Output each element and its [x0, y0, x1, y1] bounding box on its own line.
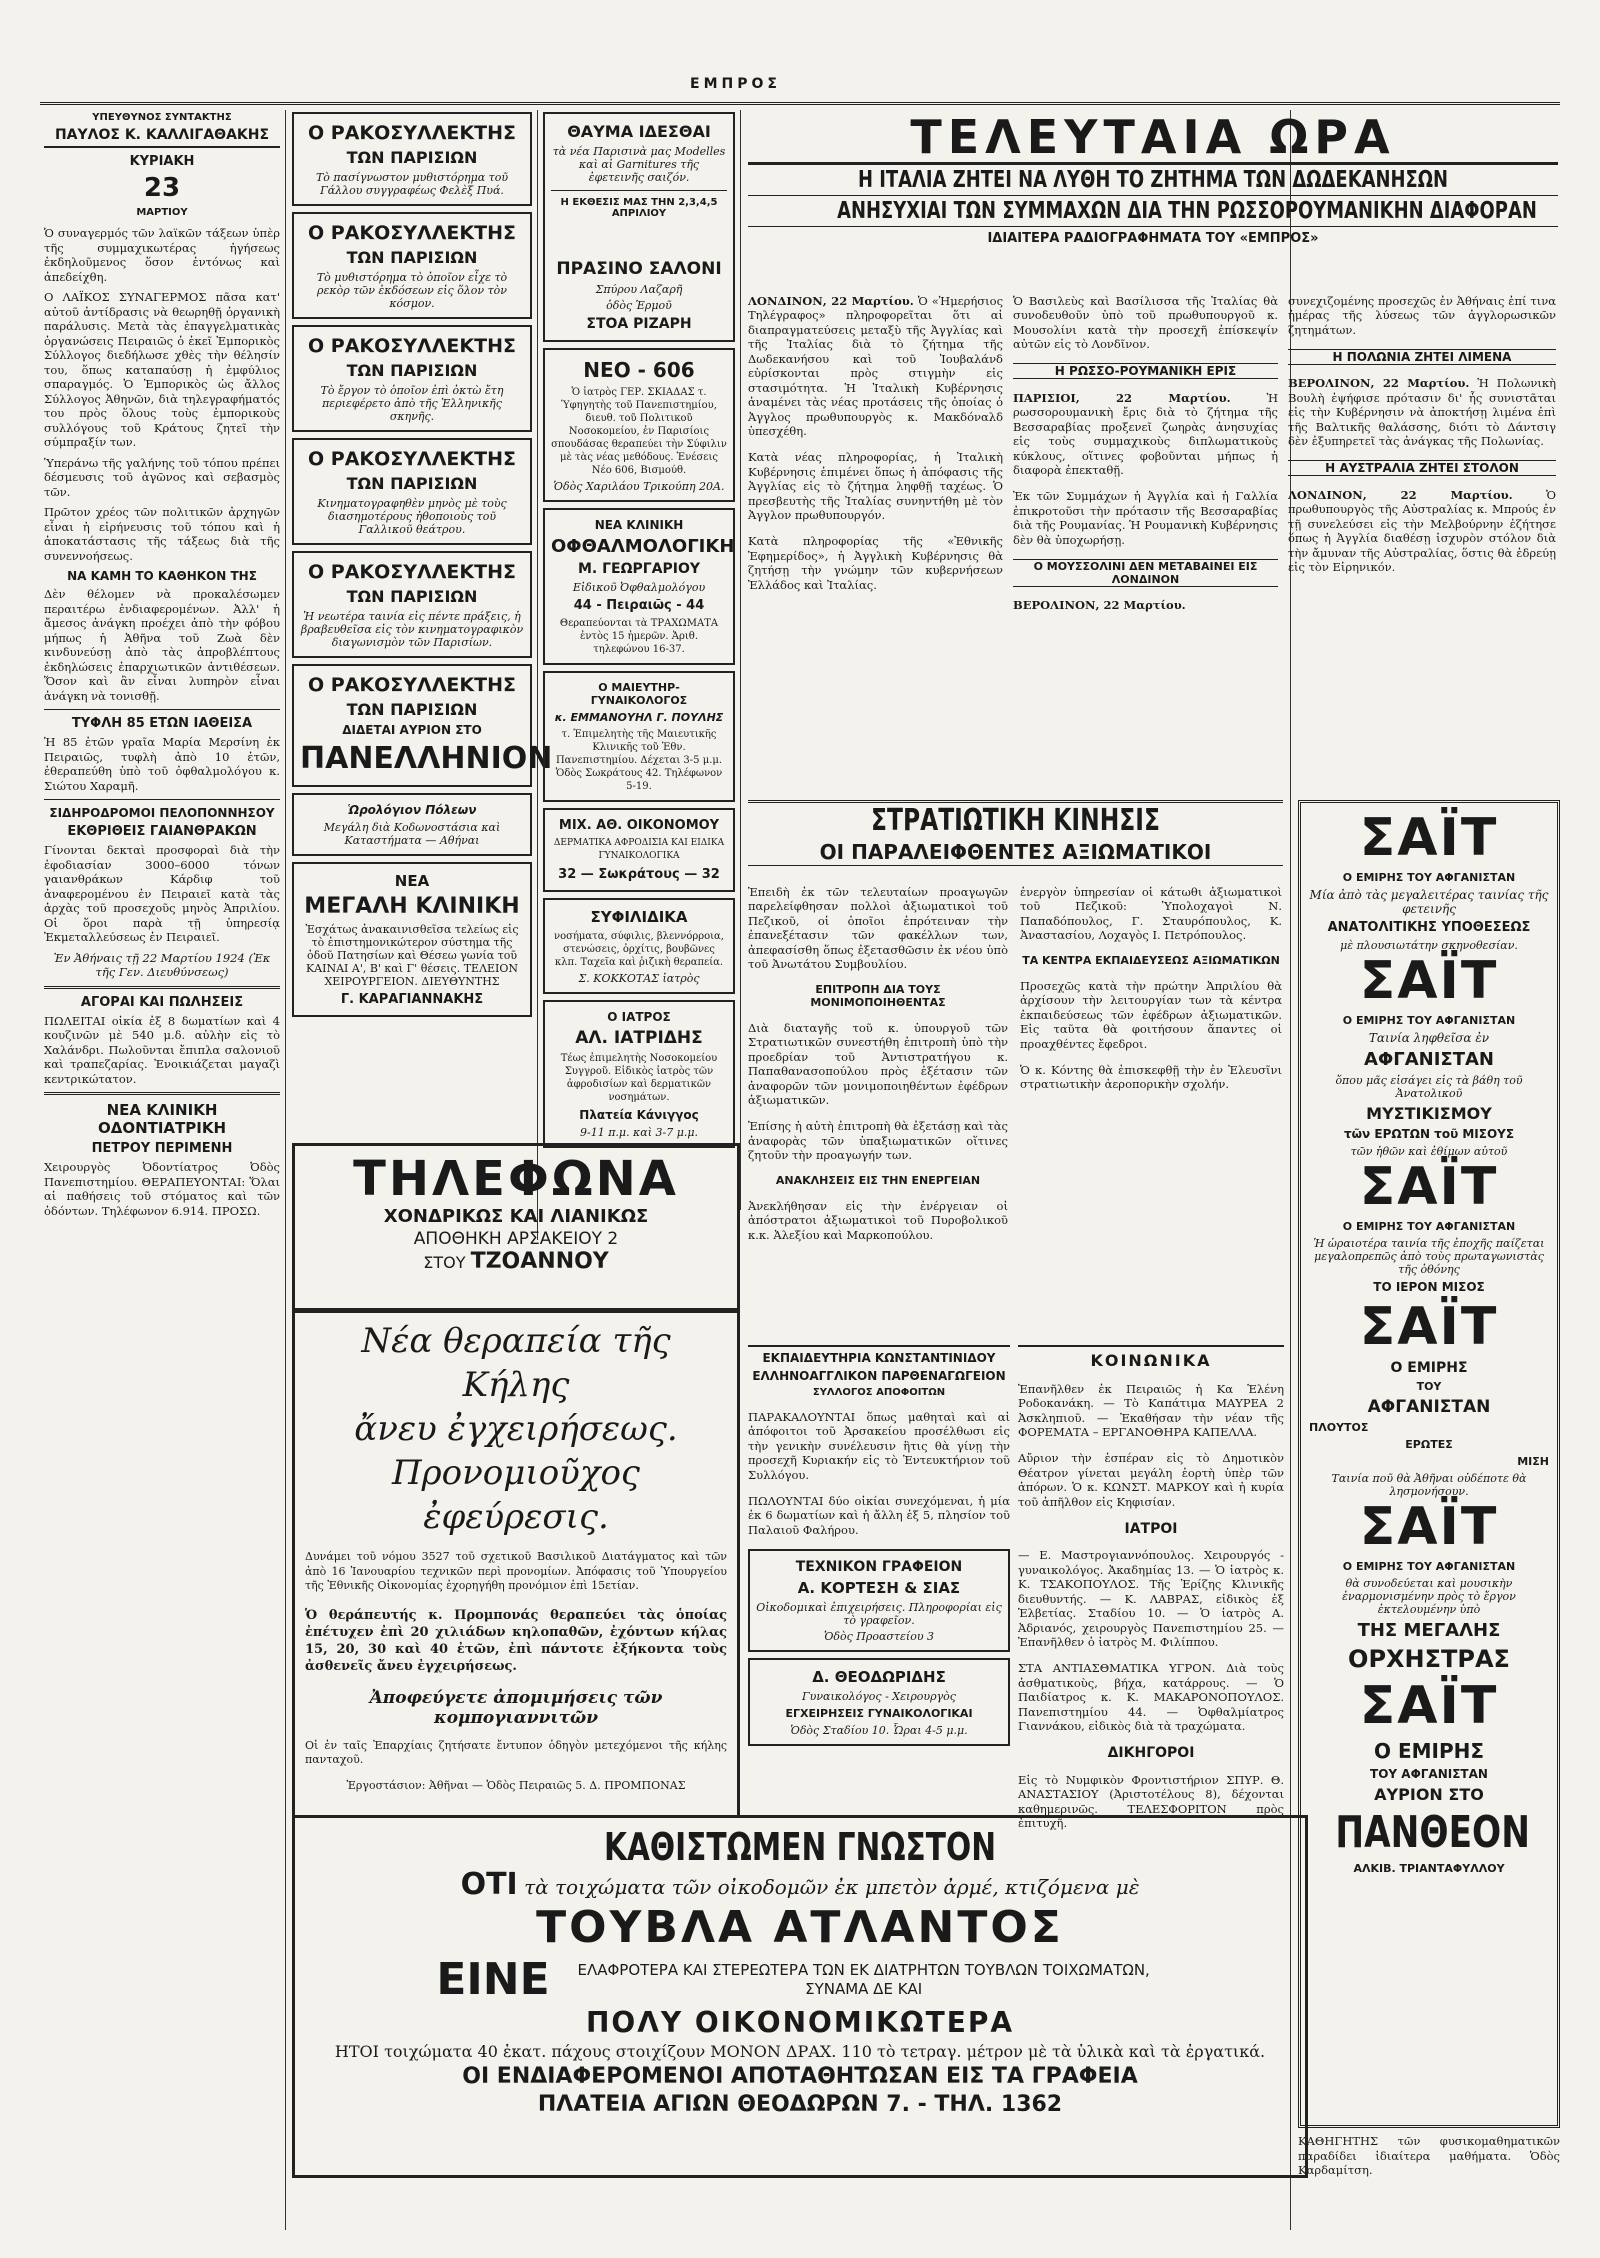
obstetrician-text: τ. Ἐπιμελητὴς τῆς Μαιευτικῆς Κλινικῆς τοῦ Ἐθν. Πανεπιστημίου. Δέχεται 3-5 μ.μ. Ὁδὸς Σωκράτους 42. Τηλέφωνον 5-19. [555, 729, 723, 792]
school-paragraph: ΠΩΛΟΥΝΤΑΙ δύο οἰκίαι συνεχόμεναι, ἡ μία ἐκ 6 δωματίων καὶ ἡ ἄλλη ἐξ 5, πλησίον τοῦ Παλαιοῦ Φαλήρου. [748, 1493, 1010, 1537]
school-subtitle-2: ΣΥΛΛΟΓΟΣ ΑΠΟΦΟΙΤΩΝ [812, 1387, 946, 1398]
big-clinic-subtitle: ΜΕΓΑΛΗ ΚΛΙΝΙΚΗ [304, 894, 520, 919]
column-rule [740, 110, 741, 1210]
bricks-contact: ΟΙ ΕΝΔΙΑΦΕΡΟΜΕΝΟΙ ΑΠΟΤΑΘΗΤΩΣΑΝ ΕΙΣ ΤΑ ΓΡΑΦΕΙΑ [462, 2064, 1138, 2089]
clinic-title: ΝΕΑ ΚΛΙΝΙΚΗ ΟΔΟΝΤΙΑΤΡΙΚΗ [97, 1101, 227, 1137]
sait-line: ΜΙΣΗ [1517, 1455, 1549, 1468]
bricks-brand: ΤΟΥΒΛΑ ΑΤΛΑΝΤΟΣ [536, 1902, 1064, 1953]
lead-col-a [748, 282, 1003, 604]
clinic-text: Χειρουργὸς Ὀδοντίατρος Ὀδὸς Πανεπιστημίου. ΘΕΡΑΠΕΥΟΝΤΑΙ: Ὅλαι αἱ παθήσεις τοῦ στόματος καὶ τῶν ὀδόντων. Τηλέφωνον 6.914. ΠΡΟΣΩ. [44, 1160, 280, 1218]
masthead [40, 76, 1560, 105]
military-paragraph: ἐνεργὸν ὑπηρεσίαν οἱ κάτωθι ἀξιωματικοὶ τοῦ Πεζικοῦ: Ὑπολοχαγοὶ Ν. Παπαδόπουλος, Γ. Σταυρόπουλος, Κ. Ἀναστασίου, Λοχαγὸς Ι. Πετρόπουλος. [1020, 884, 1282, 942]
doctor-iatridis-ad [543, 1000, 735, 1148]
gynecologist-spec: Γυναικολόγος - Χειρουργὸς [802, 1689, 956, 1703]
day-label: ΚΥΡΙΑΚΗ [129, 154, 195, 169]
syphilis-doctor: Σ. ΚΟΚΚΟΤΑΣ ἰατρὸς [578, 972, 700, 985]
lead-section-title: Η ΠΟΛΩΝΙΑ ΖΗΤΕΙ ΛΙΜΕΝΑ [1288, 349, 1556, 365]
sait-line: ΑΝΑΤΟΛΙΤΙΚΗΣ ΥΠΟΘΕΣΕΩΣ [1327, 920, 1531, 935]
lawyers-title: ΔΙΚΗΓΟΡΟΙ [1107, 1745, 1195, 1761]
social-title: ΚΟΙΝΩΝΙΚΑ [1090, 1351, 1212, 1370]
sait-ad-frame [1298, 800, 1560, 2128]
hernia-sign: Ἐργοστάσιον: Ἀθῆναι — Ὁδὸς Πειραιῶς 5. Δ. ΠΡΟΜΠΟΝΑΣ [346, 1778, 686, 1792]
sait-line: Ταινία ληφθεῖσα ἐν [1368, 1031, 1490, 1045]
lead-story [748, 112, 1558, 792]
divider [44, 709, 280, 710]
column-rule [537, 110, 538, 1240]
telephones-sub: ΧΟΝΔΡΙΚΩΣ ΚΑΙ ΛΙΑΝΙΚΩΣ [383, 1206, 649, 1227]
hernia-ad [292, 1310, 740, 1818]
military-subhead: ΤΑ ΚΕΝΤΡΑ ΕΚΠΑΙΔΕΥΣΕΩΣ ΑΞΙΩΜΑΤΙΚΩΝ [1022, 954, 1280, 967]
hernia-text: Ὁ θεράπευτής κ. Προμπονάς θεραπεύει τὰς ὁποίας ἐπέτυχεν ἐπὶ 20 χιλιάδων κηλοπαθῶν, ἐχόντων κήλας 15, 20, 30 καὶ 40 ἐτῶν, ἐπὶ πάντοτε ἐξήκοντα τοὺς ἀσθενεῖς ἄνευ ἐγχειρήσεως. [305, 1607, 727, 1674]
doctor-name: ΑΛ. ΙΑΤΡΙΔΗΣ [575, 1028, 703, 1048]
bricks-title: ΚΑΘΙΣΤΩΜΕΝ ΓΝΩΣΤΟΝ [603, 1825, 997, 1869]
railway-text: Γίνονται δεκταὶ προσφοραὶ διὰ τὴν ἐφοδιασίαν 3000–6000 τόνων γαιανθράκων Κάρδιφ τοῦ ἀναφερομένου ἐν Πειραιεῖ κατὰ τὰς ἀρχὰς τοῦ προσεχοῦς μηνὸς Ἀπριλίου. Οἱ ὅροι παρὰ τῇ ὑπηρεσίᾳ Ἐκμεταλλεύσεως ἐν Πειραιεῖ. [44, 843, 280, 944]
fashion-ad [543, 112, 735, 342]
sait-line: Ο ΕΜΙΡΗΣ ΤΟΥ ΑΦΓΑΝΙΣΤΑΝ [1342, 1560, 1516, 1573]
school-subtitle: ΕΛΛΗΝΟΑΓΓΛΙΚΟΝ ΠΑΡΘΕΝΑΓΩΓΕΙΟΝ [752, 1369, 1006, 1383]
lead-col-b [1013, 282, 1278, 624]
lead-paragraph: Ἐκ τῶν Συμμάχων ἡ Ἀγγλία καὶ ἡ Γαλλία ἐπικροτοῦσι τὴν πρότασιν τῆς Βεσσαραβίας διὰ τῆς Ρουμανίας. Ἡ Ρουμανικὴ Κυβέρνησις δὲν θὰ ὑποχωρήσῃ. [1013, 489, 1278, 547]
neo606-address: Ὁδὸς Χαριλάου Τρικούπη 20Α. [553, 480, 725, 493]
film-ad-5 [292, 551, 532, 658]
bricks-price: ΗΤΟΙ τοιχώματα 40 ἑκατ. πάχους στοιχίζουν ΜΟΝΟΝ ΔΡΑΧ. 110 τὸ τετραγ. μέτρον μὲ τὰ ὑλικὰ καὶ τὰ ἐργατικά. [334, 2042, 1266, 2061]
clock-ad [292, 793, 532, 856]
ophthalmic-text: Θεραπεύονται τὰ ΤΡΑΧΩΜΑΤΑ ἐντὸς 15 ἡμερῶν. Ἀριθ. τηλεφώνου 16-37. [559, 618, 719, 655]
sait-line: ὅπου μᾶς εἰσάγει εἰς τὰ βάθη τοῦ Ἀνατολικοῦ [1335, 1074, 1523, 1100]
ophthalmic-spec: Εἰδικοῦ Ὀφθαλμολόγου [572, 581, 706, 594]
atlas-bricks-ad [292, 1815, 1308, 2178]
tyfli-text: Ἡ 85 ἐτῶν γραῖα Μαρία Μερσίνη ἐκ Πειραιῶς, τυφλὴ ἀπὸ 10 ἐτῶν, ἐθεραπεύθη ὑπὸ τοῦ ὀφθαλμολόγου κ. Σιώτου Χαραμῆ. [44, 735, 280, 793]
big-clinic-director: Γ. ΚΑΡΑΓΙΑΝΝΑΚΗΣ [340, 992, 484, 1007]
film-title: Ο ΡΑΚΟΣΥΛΛΕΚΤΗΣ [308, 448, 516, 470]
syphilis-title: ΣΥΦΙΛΙΔΙΚΑ [590, 908, 688, 926]
sait-line: ΤΟΥ ΑΦΓΑΝΙΣΤΑΝ [1370, 1767, 1488, 1781]
railway-title: ΣΙΔΗΡΟΔΡΟΜΟΙ ΠΕΛΟΠΟΝΝΗΣΟΥ [49, 806, 275, 820]
editorial-paragraph: Ὁ συναγερμός τῶν λαϊκῶν τάξεων ὑπὲρ τῆς συμμαχικωτέρας ἡγήσεως ἐκδηλοῦμενος ὅσον ἐντόνως καὶ ἀπεδείχθη. [44, 226, 280, 284]
ophthalmic-doctor: Μ. ΓΕΩΡΓΑΡΙΟΥ [577, 561, 701, 577]
social-paragraph: Αὔριον τὴν ἑσπέραν εἰς τὸ Δημοτικὸν Θέατρον γίνεται μεγάλη ἐορτὴ ὑπὲρ τῶν ἀπόρων. Ὁ κ. ΚΩΝΣΤ. ΜΑΡΚΟΥ καὶ ἡ κυρία τοῦ ἀπῆλθον εἰς Κηφισίαν. [1018, 1451, 1284, 1509]
lead-headline-2: ΑΝΗΣΥΧΙΑΙ ΤΩΝ ΣΥΜΜΑΧΩΝ ΔΙΑ ΤΗΝ ΡΩΣΣΟΡΟΥΜΑΝΙΚΗΝ ΔΙΑΦΟΡΑΝ [748, 196, 1558, 227]
clock-text: Μεγάλη διὰ Κοδωνοστάσια καὶ Καταστήματα — Αθήναι [323, 821, 501, 847]
neo606-title: ΝΕΟ - 606 [583, 358, 695, 382]
film-title: Ο ΡΑΚΟΣΥΛΛΕΚΤΗΣ [308, 674, 516, 696]
editorial-paragraph: Ο ΛΑΪΚΟΣ ΣΥΝΑΓΕΡΜΟΣ πᾶσα κατ' αὐτοῦ ἀντίδρασις νὰ θεωρηθῇ ὀργανικὴ παράλυσις. Μετὰ τὰς ἐπαγγελματικὰς ὀργανώσεις Πειραιῶς ὁ ἐκεῖ Ἐμπορικὸς Σύλλογος διεδήλωσε χθὲς τὴν θέλησίν του, ὅπως καταπαύσῃ ἡ ἐμφύλιος σπαραγμός. Ὁ Ἐμπορικὸς ὡς ἄλλος Σύλλογος Ἀθηνῶν, διὰ τηλεγραφήματός του πρὸς ὅλους τοὺς ἐμπορικοὺς συλλόγους τοῦ Κράτους ζητεῖ τὴν σύμπραξίν των. [44, 290, 280, 449]
lead-dateline: ΒΕΡΟΛΙΝΟΝ, 22 Μαρτίου. [1013, 598, 1186, 612]
sait-line: τῶν ἠθῶν καὶ ἐθίμων αὐτοῦ [1350, 1145, 1508, 1158]
obstetrician-ad [543, 671, 735, 802]
editorial-paragraph: Πρῶτον χρέος τῶν πολιτικῶν ἀρχηγῶν εἶναι ἡ εἰρήνευσις τοῦ τόπου καὶ ἡ ἀποκατάστασις τῆς τάξεως διὰ τῆς συνεννοήσεως. [44, 505, 280, 563]
big-clinic-ad [292, 862, 532, 1017]
dermatology-name: ΜΙΧ. ΑΘ. ΟΙΚΟΝΟΜΟΥ [558, 818, 720, 833]
neo606-text: Ὁ ἰατρὸς ΓΕΡ. ΣΚΙΑΔΑΣ τ. Ὑφηγητὴς τοῦ Πανεπιστημίου, διευθ. τοῦ Πολιτικοῦ Νοσοκομείου, ἐν Παρισίοις σπουδάσας θεραπεύει τὴν Σύφιλιν μὲ τὰς νέας μεθόδους. Ἐνέσεις Νέο 606, Βισμούθ. [551, 387, 727, 476]
month-label: ΜΑΡΤΙΟΥ [136, 207, 188, 218]
hernia-line: Νέα θεραπεία τῆς Κήλης [361, 1321, 671, 1405]
divider [44, 986, 280, 989]
sait-line: ΠΛΟΥΤΟΣ [1309, 1421, 1369, 1434]
tutor-ad: ΚΑΘΗΓΗΤΗΣ τῶν φυσικομαθηματικῶν παραδίδει ἰδιαίτερα μαθήματα. Ὁδὸς Καρδαμίτση. [1298, 2134, 1560, 2177]
divider [44, 1092, 280, 1095]
doctor-hours: 9-11 π.μ. καὶ 3-7 μ.μ. [579, 1126, 699, 1139]
social-paragraph: Ἐπανῆλθεν ἐκ Πειραιῶς ἡ Κα Ἑλένη Ροδοκανάκη. — Τὸ Καπάτιμα ΜΑΥΡΕΑ 2 Ἀσκληπιοῦ. — Ἐκαθήσαν τὴν νέαν τῆς ΦΟΡΕΜΑΤΑ – ΕΡΓΑΝΟΘΗΡΑ ΚΑΠΕΛΛΑ. [1018, 1381, 1284, 1439]
sait-line: Ταινία ποῦ θὰ Ἀθῆναι οὐδέποτε θὰ λησμονήσουν. [1331, 1472, 1527, 1498]
tech-office-title: ΤΕΧΝΙΚΟΝ ΓΡΑΦΕΙΟΝ [795, 1558, 963, 1575]
railway-sign: Ἐν Ἀθήναις τῇ 22 Μαρτίου 1924 (Ἐκ τῆς Γεν. Διευθύνσεως) [53, 950, 271, 979]
social-paragraph: Εἰς τὸ Νυμφικὸν Φροντιστήριον ΣΠΥΡ. Θ. ΑΝΑΣΤΑΣΙΟΥ (Ἀριστοτέλους 8), δέχονται καθημερινῶς. ΤΕΛΕΣΦΟΡΙΤΟΝ πρὸς ἐπιτυχῆ. [1018, 1772, 1284, 1830]
lead-paragraph: ΛΟΝΔΙΝΟΝ, 22 Μαρτίου. Ὁ «Ἡμερήσιος Τηλέγραφος» πληροφορεῖται ὅτι αἱ διαπραγματεύσεις μεταξὺ τῆς Ἀγγλίας καὶ τῆς Ἰταλίας διὰ τὸ ζήτημα τῆς Δωδεκανήσου καὶ τοῦ Ἰουβαλάνδ εὑρίσκονται πρὸς στιγμὴν εἰς στασιμότητα. Ἡ Ἰταλικὴ Κυβέρνησις ἀναμένει τὰς νέας προτάσεις τῆς ὁποίας ὁ Ἀγγλος πρωθυπουργὸς κ. Μακδόναλδ ὑπεσχέθη. [748, 293, 1004, 438]
bricks-line: ΟΤΙ τὰ τοιχώματα τῶν οἰκοδομῶν ἐκ μπετὸν ἀρμέ, κτιζόμενα μὲ [460, 1867, 1140, 1902]
military-subtitle: ΟΙ ΠΑΡΑΛΕΙΦΘΕΝΤΕΣ ΑΞΙΩΜΑΤΙΚΟΙ [748, 839, 1283, 866]
film-ad-2 [292, 212, 532, 319]
school-paragraph: ΠΑΡΑΚΑΛΟΥΝΤΑΙ ὅπως μαθηταὶ καὶ αἱ ἀπόφοιτοι τοῦ Ἀρσακείου προσέλθωσι εἰς τὴν γενικὴν συνέλευσιν ἣτις θὰ γίνῃ τὴν προσεχῆ Κυριακήν εἰς τὸ Ἐντευκτήριον τοῦ Συλλόγου. [748, 1409, 1010, 1482]
tech-office-address: Ὁδὸς Προαστείου 3 [823, 1629, 935, 1643]
telephones-sub: ΣΤΟΥ ΤΖΟΑΝΝΟΥ [423, 1249, 609, 1274]
bricks-address: ΠΛΑΤΕΙΑ ΑΓΙΩΝ ΘΕΟΔΩΡΩΝ 7. - ΤΗΛ. 1362 [537, 2092, 1063, 2117]
cinema-name: ΠΑΝΕΛΛΗΝΙΟΝ [300, 741, 553, 776]
doctors-title: ΙΑΤΡΟΙ [1124, 1520, 1178, 1537]
sait-line: ΑΥΡΙΟΝ ΣΤΟ [1374, 1785, 1484, 1804]
military-paragraph: Ἐπειδὴ ἐκ τῶν τελευταίων προαγωγῶν παρελείφθησαν πολλοὶ ἀξιωματικοὶ τοῦ Πεζικοῦ, οἱ ὁποῖοι ἐπρότειναν τὴν ἐπανεξέτασιν τῶν φακέλλων των, ἀπεφασίσθη ὅπως ἐξετασθῶσιν ἐκ νέου ὑπὸ τοῦ Ἀνωτάτου Συμβουλίου. [748, 884, 1008, 971]
ophthalmic-title: ΝΕΑ ΚΛΙΝΙΚΗ [594, 518, 684, 532]
lead-headline-1: Η ΙΤΑΛΙΑ ΖΗΤΕΙ ΝΑ ΛΥΘΗ ΤΟ ΖΗΤΗΜΑ ΤΩΝ ΔΩΔΕΚΑΝΗΣΩΝ [748, 165, 1558, 196]
sait-word: ΣΑΪΤ [1359, 1157, 1499, 1217]
tyfli-title: ΤΥΦΛΗ 85 ΕΤΩΝ ΙΑΘΕΙΣΑ [71, 716, 253, 731]
column-1 [44, 108, 280, 2218]
editorial-subhead: ΝΑ ΚΑΜΗ ΤΟ ΚΑΘΗΚΟΝ ΤΗΣ [67, 569, 257, 583]
classifieds-text: ΠΩΛΕΙΤΑΙ οἰκία ἐξ 8 δωματίων καὶ 4 κουζινῶν μὲ 540 μ.δ. αὐλὴν εἰς τὸ Χαλάνδρι. Πωλοῦνται ἔπιπλα σαλονιοῦ καὶ τραπεζαρίας. Ἐνοικιάζεται μαγαζὶ κεντρικώτατον. [44, 1013, 280, 1086]
lead-subhead: ΙΔΙΑΙΤΕΡΑ ΡΑΔΙΟΓΡΑΦΗΜΑΤΑ ΤΟΥ «ΕΜΠΡΟΣ» [987, 231, 1319, 246]
dermatology-address: 32 — Σωκράτους — 32 [558, 867, 720, 882]
newspaper-name: ΕΜΠΡΟΣ [680, 76, 791, 92]
sait-word: ΣΑΪΤ [1359, 808, 1499, 868]
film-title: Ο ΡΑΚΟΣΥΛΛΕΚΤΗΣ [308, 335, 516, 357]
sait-line: Μία ἀπὸ τὰς μεγαλειτέρας ταινίας τῆς φετεινῆς [1309, 888, 1549, 916]
sait-line: ΟΡΧΗΣΤΡΑΣ [1348, 1645, 1510, 1673]
ophthalmic-subtitle: ΟΦΘΑΛΜΟΛΟΓΙΚΗ [551, 536, 735, 557]
syphilis-text: νοσήματα, σύφιλις, βλεννόρροια, στενώσεις, ὀρχίτις, βουβῶνες κλπ. Ταχεῖα καὶ ῥιζικὴ θεραπεία. [554, 931, 724, 968]
sait-line: Ο ΕΜΙΡΗΣ [1373, 1739, 1485, 1763]
obstetrician-title: Ο ΜΑΙΕΥΤΗΡ-ΓΥΝΑΙΚΟΛΟΓΟΣ [590, 681, 688, 707]
film-blurb: Κινηματογραφηθὲν μηνὸς μὲ τοὺς διασημοτέρους ἠθοποιοὺς τοῦ Γαλλικοῦ θεάτρου. [317, 497, 507, 536]
military-col-b [1020, 873, 1282, 1103]
sait-line: θὰ συνοδεύεται καὶ μουσικὴν ἐναρμονισμένην πρὸς τὸ ἔργον ἐκτελουμένην ὑπὸ [1342, 1577, 1516, 1616]
film-subtitle: ΤΩΝ ΠΑΡΙΣΙΩΝ [346, 361, 478, 380]
lead-section-title: Η ΡΩΣΣΟ-ΡΟΥΜΑΝΙΚΗ ΕΡΙΣ [1013, 363, 1278, 379]
film-subtitle: ΤΩΝ ΠΑΡΙΣΙΩΝ [346, 700, 478, 719]
doctor-text: Τέως ἐπιμελητὴς Νοσοκομείου Συγγροῦ. Εἰδικὸς ἰατρὸς τῶν ἀφροδισίων καὶ δερματικῶν νοσημάτων. [560, 1053, 718, 1103]
military-paragraph: Προσεχῶς κατὰ τὴν πρώτην Ἀπριλίου θὰ ἀρχίσουν τὴν λειτουργίαν των τὰ κέντρα ἐκπαιδεύσεως τῶν ἐφέδρων ἀξιωματικῶν. Εἰς ταῦτα θὰ φοιτήσουν ἅπαντες οἱ προαχθέντες ἔφεδροι. [1020, 978, 1282, 1051]
military-col-a [748, 873, 1008, 1254]
gynecologist-text: Ὁδὸς Σταδίου 10. Ὧραι 4-5 μ.μ. [790, 1723, 968, 1737]
sait-line: τῶν ΕΡΩΤΩΝ τοῦ ΜΙΣΟΥΣ [1343, 1127, 1515, 1141]
sait-word: ΣΑΪΤ [1359, 1676, 1499, 1736]
lead-paragraph: ΒΕΡΟΛΙΝΟΝ, 22 Μαρτίου. Ἡ Πολωνικὴ Βουλὴ ἐψήφισε πρότασιν δι' ἧς συνιστᾶται εἰς τὴν Κυβέρνησιν νὰ ἀποκτήσῃ λιμένα ἐπὶ τῆς Βαλτικῆς θαλάσσης, διότι τὸ Δάντσιγ δὲν ἐξυπηρετεῖ τὰς ἀνάγκας τῆς Πολωνίας. [1288, 376, 1556, 448]
sait-line: Ο ΕΜΙΡΗΣ ΤΟΥ ΑΦΓΑΝΙΣΤΑΝ [1342, 871, 1516, 884]
sait-word: ΣΑΪΤ [1359, 951, 1499, 1011]
telephones-title: ΤΗΛΕΦΩΝΑ [353, 1151, 679, 1207]
column-2 [292, 112, 553, 1312]
obstetrician-name: κ. ΕΜΜΑΝΟΥΗΛ Γ. ΠΟΥΛΗΣ [554, 711, 724, 724]
lead-paragraph: συνεχιζομένης προσεχῶς ἐν Ἀθήναις ἐπί τινα ἡμέρας τῆς λύσεως τῶν ἀγγλορωσικῶν ζητημάτων. [1288, 293, 1556, 337]
hernia-text: Οἱ ἐν ταῖς Ἐπαρχίαις ζητήσατε ἔντυπον ὁδηγὸν μετεχόμενοι τῆς κήλης πανταχοῦ. [305, 1738, 727, 1766]
military-section [748, 800, 1283, 1343]
divider [44, 799, 280, 800]
lead-paragraph: ΠΑΡΙΣΙΟΙ, 22 Μαρτίου. Ἡ ρωσσορουμανικὴ ἔρις διὰ τὸ ζήτημα τῆς Βεσσαραβίας προξενεῖ ζωηρὰς ἀνησυχίας εἰς τοὺς συμμαχικοὺς διπλωματικοὺς κύκλους, οἵτινες φοβοῦνται μήπως ἡ διαφορὰ ἐπεκταθῇ. [1013, 390, 1279, 477]
salon-name: ΠΡΑΣΙΝΟ ΣΑΛΟΝΙ [556, 259, 722, 279]
fashion-title: ΘΑΥΜΑ ΙΔΕΣΘΑΙ [567, 122, 711, 141]
gynecologist-ad [748, 1658, 1010, 1746]
film-blurb: Ἡ νεωτέρα ταινία εἰς πέντε πράξεις, ἡ βραβευθεῖσα εἰς τὸν κινηματογραφικὸν διαγωνισμὸν τῶν Παρισίων. [300, 610, 524, 649]
military-title: ΣΤΡΑΤΙΩΤΙΚΗ ΚΙΝΗΣΙΣ [871, 803, 1160, 838]
military-subhead: ΕΠΙΤΡΟΠΗ ΔΙΑ ΤΟΥΣ ΜΟΝΙΜΟΠΟΙΗΘΕΝΤΑΣ [810, 983, 946, 1009]
film-title: Ο ΡΑΚΟΣΥΛΛΕΚΤΗΣ [308, 122, 516, 144]
fashion-exhibition: Η ΕΚΘΕΣΙΣ ΜΑΣ ΤΗΝ 2,3,4,5 ΑΠΡΙΛΙΟΥ [560, 197, 718, 219]
film-ad-1 [292, 112, 532, 206]
ophthalmic-clinic-ad [543, 508, 735, 665]
railway-subtitle: ΕΚΘΡΙΘΕΙΣ ΓΑΙΑΝΘΡΑΚΩΝ [67, 824, 257, 839]
social-paragraph: ΣΤΑ ΑΝΤΙΑΣΘΜΑΤΙΚΑ ΥΓΡΟΝ. Διὰ τοὺς ἀσθματικοὺς, βήχα, κατάρρους. — Ὁ Παιδίατρος κ. Κ. ΜΑΚΑΡΟΝΟΠΟΥΛΟΣ. Πανεπιστημίου 44. — Ὀφθαλμίατρος Γιαννάκου, εἰδικὸς διὰ τὰ τραχώματα. [1018, 1661, 1284, 1733]
sait-line: ΑΦΓΑΝΙΣΤΑΝ [1367, 1397, 1491, 1417]
editorial-paragraph: Δὲν θέλομεν νὰ προκαλέσωμεν περαιτέρω ἐνδιαφερομένων. Ἀλλ' ἡ ἄμεσος ἀνάγκη προέχει ἀπὸ τὴν φόβου μήπως ἡ Ἀθῆνα τοῦ Ζωὰ δὲν κινδυνεύσῃ ἀπὸ τὰς ἀπροβλέπτους ἐκδηλώσεις ἐπαρχιωτικῶν ἀντιθέσεων. Ὅσον καὶ ἂν εἶναι λυπηρὸν εἶναι ἀνάγκη νὰ τονισθῇ. [44, 587, 280, 703]
film-title: Ο ΡΑΚΟΣΥΛΛΕΚΤΗΣ [308, 222, 516, 244]
ophthalmic-address: 44 - Πειραιῶς - 44 [573, 598, 705, 613]
sait-line: ΑΦΓΑΝΙΣΤΑΝ [1364, 1049, 1494, 1070]
dermatology-spec: ΔΕΡΜΑΤΙΚΑ ΑΦΡΟΔΙΣΙΑ ΚΑΙ ΕΙΔΙΚΑ ΓΥΝΑΙΚΟΛΟΓΙΚΑ [553, 838, 725, 861]
doctor-label: Ο ΙΑΤΡΟΣ [607, 1010, 671, 1024]
sait-line: ΤΟΥ [1416, 1380, 1442, 1393]
classifieds-title: ΑΓΟΡΑΙ ΚΑΙ ΠΩΛΗΣΕΙΣ [80, 994, 244, 1010]
military-paragraph: Ὁ κ. Κόντης θὰ ἐπισκεφθῇ τὴν ἐν Ἐλευσῖνι στρατιωτικὴν ἀεροπορικὴν σχολήν. [1020, 1062, 1282, 1091]
film-title: Ο ΡΑΚΟΣΥΛΛΕΚΤΗΣ [308, 561, 516, 583]
director-name: ΠΑΥΛΟΣ Κ. ΚΑΛΛΙΓΑΘΑΚΗΣ [44, 127, 280, 148]
social-paragraph: — Ε. Μαστρογιαννόπουλος. Χειρουργός - γυναικολόγος. Ἀκαδημίας 13. — Ὁ ἰατρὸς κ. Κ. ΤΣΑΚΟΠΟΥΛΟΣ. Τῆς Ἐρίζης Κλινικῆς διευθυντής. — Κ. ΛΑΒΡΑΣ, εἰδικὸς ἐξ Ἑλβετίας. Σταδίου 10. — Ὁ ἰατρὸς Α. Ἀδριανός, χειρουργὸς Πανεπιστημίου 25. — Ἐπανῆλθεν ὁ ἰατρὸς Μ. Φιλίππου. [1018, 1548, 1284, 1649]
telephones-sub: ΑΠΟΘΗΚΗ ΑΡΣΑΚΕΙΟΥ 2 [413, 1229, 619, 1249]
big-clinic-text: Ἐσχάτως ἀνακαινισθεῖσα τελείως εἰς τὸ ἐπιστημονικώτερον σύστημα τῆς ὁδοῦ Πατησίων καὶ Θέσεω γωνία τοῦ ΚΑΙΝΑΙ Α', Β' καὶ Γ' θέσεις. ΤΕΛΕΙΟΝ ΧΕΙΡΟΥΡΓΕΙΟΝ. ΔΙΕΥΘΥΝΤΗΣ [305, 923, 519, 988]
salon-place: ΣΤΟΑ ΡΙΖΑΡΗ [586, 316, 692, 332]
military-paragraph: Ἀνεκλήθησαν εἰς τὴν ἐνέργειαν οἱ ἀπόστρατοι ἀξιωματικοὶ τοῦ Πυροβολικοῦ κ.κ. Ἀλεξίου καὶ Μαρκοπούλου. [748, 1198, 1008, 1242]
film-subtitle: ΤΩΝ ΠΑΡΙΣΙΩΝ [346, 148, 478, 167]
film-showing: ΔΙΔΕΤΑΙ ΑΥΡΙΟΝ ΣΤΟ [342, 723, 482, 737]
sait-line: ΜΥΣΤΙΚΙΣΜΟΥ [1366, 1104, 1492, 1123]
lead-paragraph: ΛΟΝΔΙΝΟΝ, 22 Μαρτίου. Ὁ πρωθυπουργὸς τῆς Αὐστραλίας κ. Μπρούς ἐν τῇ συνελεύσει εἰς τὴν Μελβούρνην ἐζήτησε ὅπως ἡ Ἀγγλία διαθέσῃ ἰσχυρὸν στόλον διὰ τὴν ἄμυναν τῆς Αὐστραλίας, ὅστις θὰ ἐδρεύῃ εἰς τὸν Εἰρηνικόν. [1288, 487, 1557, 574]
sait-line: ΤΗΣ ΜΕΓΑΛΗΣ [1357, 1620, 1501, 1641]
big-clinic-title: ΝΕΑ [394, 872, 430, 890]
sait-line: Ἡ ὡραιοτέρα ταινία τῆς ἐποχῆς παίζεται μεγαλοπρεπῶς ἀπὸ τοὺς πρωταγωνιστὰς τῆς ὁθόνης [1313, 1237, 1545, 1276]
column-3 [543, 112, 735, 1139]
film-subtitle: ΤΩΝ ΠΑΡΙΣΙΩΝ [346, 587, 478, 606]
film-ad-6 [292, 664, 553, 787]
sait-line: Ο ΕΜΙΡΗΣ [1390, 1360, 1468, 1376]
lead-section-title: Η ΑΥΣΤΡΑΛΙΑ ΖΗΤΕΙ ΣΤΟΛΟΝ [1288, 460, 1556, 476]
doctor-address: Πλατεία Κάνιγγος [579, 1108, 699, 1122]
column-rule [285, 110, 286, 2230]
tech-office-name: Α. ΚΟΡΤΕΣΗ & ΣΙΑΣ [797, 1578, 961, 1597]
bricks-line: ΕΙΝΕ ΕΛΑΦΡΟΤΕΡΑ ΚΑΙ ΣΤΕΡΕΩΤΕΡΑ ΤΩΝ ΕΚ ΔΙΑΤΡΗΤΩΝ ΤΟΥΒΛΩΝ ΤΟΙΧΩΜΑΤΩΝ, ΣΥΝΑΜΑ ΔΕ ΚΑΙ [436, 1954, 1150, 2005]
bricks-line: ΠΟΛΥ ΟΙΚΟΝΟΜΙΚΩΤΕΡΑ [585, 2006, 1015, 2039]
clock-title: Ὡρολόγιον Πόλεων [347, 803, 477, 817]
telephones-ad [292, 1143, 740, 1311]
school-title: ΕΚΠΑΙΔΕΥΤΗΡΙΑ ΚΩΝΣΤΑΝΤΙΝΙΔΟΥ [762, 1351, 996, 1365]
sait-line: ΑΛΚΙΒ. ΤΡΙΑΝΤΑΦΥΛΛΟΥ [1353, 1862, 1505, 1875]
school-section [748, 1345, 1010, 1737]
film-ad-3 [292, 325, 532, 432]
date-number: 23 [143, 173, 181, 203]
film-blurb: Τὸ πασίγνωστον μυθιστόρημα τοῦ Γάλλου συγγραφέως Φελὲξ Πυά. [315, 171, 509, 197]
sait-word: ΣΑΪΤ [1359, 1297, 1499, 1357]
film-subtitle: ΤΩΝ ΠΑΡΙΣΙΩΝ [346, 248, 478, 267]
lead-col-c [1288, 282, 1556, 586]
technical-office-ad [748, 1549, 1010, 1652]
film-ad-4 [292, 438, 532, 545]
sait-line: ΕΡΩΤΕΣ [1405, 1438, 1453, 1451]
dermatology-ad [543, 808, 735, 892]
salon-address: Σπύρου Λαζαρῆ [595, 283, 683, 296]
gynecologist-sub: ΕΓΧΕΙΡΗΣΕΙΣ ΓΥΝΑΙΚΟΛΟΓΙΚΑΙ [785, 1706, 973, 1720]
film-blurb: Τὸ ἔργον τὸ ὁποῖον ἐπὶ ὀκτὼ ἔτη περιεφέρετο ἀπὸ τῆς Ἑλληνικῆς σκηνῆς. [320, 384, 504, 423]
lead-paragraph: Κατὰ πληροφορίας τῆς «Ἐθνικῆς Ἐφημερίδος», ἡ Ἀγγλικὴ Κυβέρνησις θὰ ζητήσῃ τὴν γνώμην τῶν κυβερνήσεων Ἑλλάδος καὶ Ἰταλίας. [748, 534, 1003, 592]
hernia-warning: Ἀποφεύγετε ἀπομιμήσεις τῶν κομπογιαννιτῶν [369, 1687, 663, 1728]
gynecologist-name: Δ. ΘΕΟΔΩΡΙΔΗΣ [812, 1667, 946, 1686]
military-subhead: ΑΝΑΚΛΗΣΕΙΣ ΕΙΣ ΤΗΝ ΕΝΕΡΓΕΙΑΝ [775, 1174, 981, 1187]
film-subtitle: ΤΩΝ ΠΑΡΙΣΙΩΝ [346, 474, 478, 493]
lead-paragraph: Κατὰ νέας πληροφορίας, ἡ Ἰταλικὴ Κυβέρνησις ἐπιμένει ὅπως ἡ ἀπόφασις τῆς Ἀγγλίας εἰς τὸ ζήτημα ληφθῇ ταχέως. Ὁ πρεσβευτὴς τῆς Ἰταλίας συνηντήθη μὲ τὸν Ἀγγλον πρωθυπουργόν. [748, 450, 1003, 522]
sait-film-ad [1298, 800, 1560, 2220]
sait-line: Ο ΕΜΙΡΗΣ ΤΟΥ ΑΦΓΑΝΙΣΤΑΝ [1342, 1014, 1516, 1027]
sait-line: μὲ πλουσιωτάτην σκηνοθεσίαν. [1340, 939, 1518, 952]
tech-office-text: Οἰκοδομικαὶ ἐπιχειρήσεις. Πληροφορίαι εἰς τὸ γραφεῖον. [756, 1600, 1002, 1627]
fashion-text: τὰ νέα Παρισινὰ μας Modelles καὶ αἱ Garnitures τῆς ἐφετεινῆς σαιζόν. [552, 145, 726, 184]
sait-line: Ο ΕΜΙΡΗΣ ΤΟΥ ΑΦΓΑΝΙΣΤΑΝ [1342, 1220, 1516, 1233]
military-paragraph: Διὰ διαταγῆς τοῦ κ. ὑπουργοῦ τῶν Στρατιωτικῶν συνεστήθη ἐπιτροπὴ ὑπὸ τὴν προεδρίαν τοῦ Ἀντιστρατήγου κ. Παπαθανασοπούλου πρὸς ἐξέτασιν τῶν ἀναφορῶν τῶν μονιμοποιηθέντων ἐφέδρων ἀξιωματικῶν. [748, 1020, 1008, 1107]
neo606-ad [543, 348, 735, 502]
lead-paragraph: Ὁ Βασιλεὺς καὶ Βασίλισσα τῆς Ἰταλίας θὰ συνοδευθοῦν ὑπὸ τοῦ πρωθυπουργοῦ κ. Μουσολίνι κατὰ τὴν προσεχῆ ἐπίσκεψίν αὐτῶν εἰς τὸ Λονδῖνον. [1013, 293, 1278, 351]
lead-section-title: Ο ΜΟΥΣΣΟΛΙΝΙ ΔΕΝ ΜΕΤΑΒΑΙΝΕΙ ΕΙΣ ΛΟΝΔΙΝΟΝ [1013, 559, 1278, 587]
sait-cinema: ΠΑΝΘΕΟΝ [1335, 1807, 1530, 1858]
lead-banner: ΤΕΛΕΥΤΑΙΑ ΩΡΑ [748, 112, 1558, 165]
film-blurb: Τὸ μυθιστόρημα τὸ ὁποῖον εἶχε τὸ ρεκὸρ τῶν ἐκδόσεων εἰς ὅλον τὸν κόσμον. [316, 271, 508, 310]
syphilis-ad [543, 898, 735, 994]
military-paragraph: Ἐπίσης ἡ αὐτὴ ἐπιτροπὴ θὰ ἐξετάσῃ καὶ τὰς ἀναφορὰς τῶν ὑπαξιωματικῶν οἵτινες ζητοῦν τὴν προαγωγήν των. [748, 1119, 1008, 1162]
hernia-line: Προνομιοῦχος ἐφεύρεσις. [392, 1453, 640, 1537]
divider [551, 190, 727, 191]
sait-word: ΣΑΪΤ [1359, 1497, 1499, 1557]
salon-address: ὁδὸς Ἑρμοῦ [606, 299, 672, 312]
clinic-doctor: ΠΕΤΡΟΥ ΠΕΡΙΜΕΝΗ [91, 1141, 233, 1156]
editorial-paragraph: Ὑπεράνω τῆς γαλήνης τοῦ τόπου πρέπει δέσμευσις τοῦ ἀγῶνος καὶ σεβασμὸς τῶν. [44, 455, 280, 499]
sait-line: ΤΟ ΙΕΡΟΝ ΜΙΣΟΣ [1373, 1280, 1485, 1294]
hernia-text: Δυνάμει τοῦ νόμου 3527 τοῦ σχετικοῦ Βασιλικοῦ Διατάγματος καὶ τῶν ἀπὸ 16 Ἰανουαρίου τεχνικῶν περὶ προνομίων. Ἀπόφασις τοῦ Ὑπουργείου τῆς Ἐθνικῆς Οἰκονομίας ἐχορηγήθη προνόμιον ἐπὶ 15ετίαν. [305, 1550, 727, 1592]
hernia-line: ἄνευ ἐγχειρήσεως. [354, 1409, 678, 1449]
director-label: ΥΠΕΥΘΥΝΟΣ ΣΥΝΤΑΚΤΗΣ [92, 112, 232, 123]
